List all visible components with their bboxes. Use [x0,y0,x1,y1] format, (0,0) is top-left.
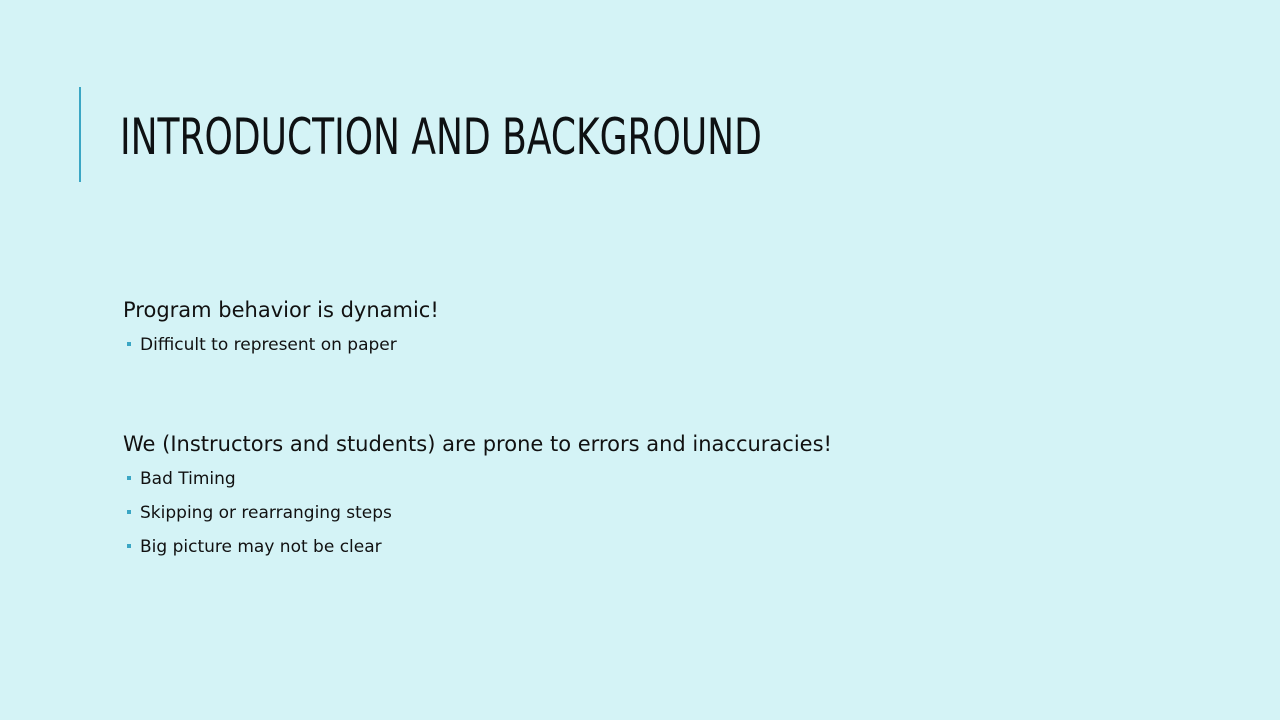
title-accent-bar [79,87,81,182]
square-bullet-icon [127,510,131,514]
section-spacer [123,362,1163,426]
square-bullet-icon [127,342,131,346]
sub-point [123,462,1163,496]
sub-point [123,496,1163,530]
main-point: Program behavior is dynamic! [123,298,439,322]
square-bullet-icon [127,476,131,480]
sub-point-text: Big picture may not be clear [140,537,382,557]
slide-title: INTRODUCTION AND BACKGROUND [120,108,762,166]
sub-point-text: Bad Timing [140,469,236,489]
square-bullet-icon [127,544,131,548]
main-point: We (Instructors and students) are prone to errors and inaccuracies! [123,432,832,456]
sub-point-text: Skipping or rearranging steps [140,503,392,523]
sub-point-list [123,462,1163,564]
sub-point-text: Difficult to represent on paper [140,335,397,355]
sub-point [123,328,1163,362]
sub-point [123,530,1163,564]
slide-body [123,292,1163,564]
sub-point-list [123,328,1163,362]
